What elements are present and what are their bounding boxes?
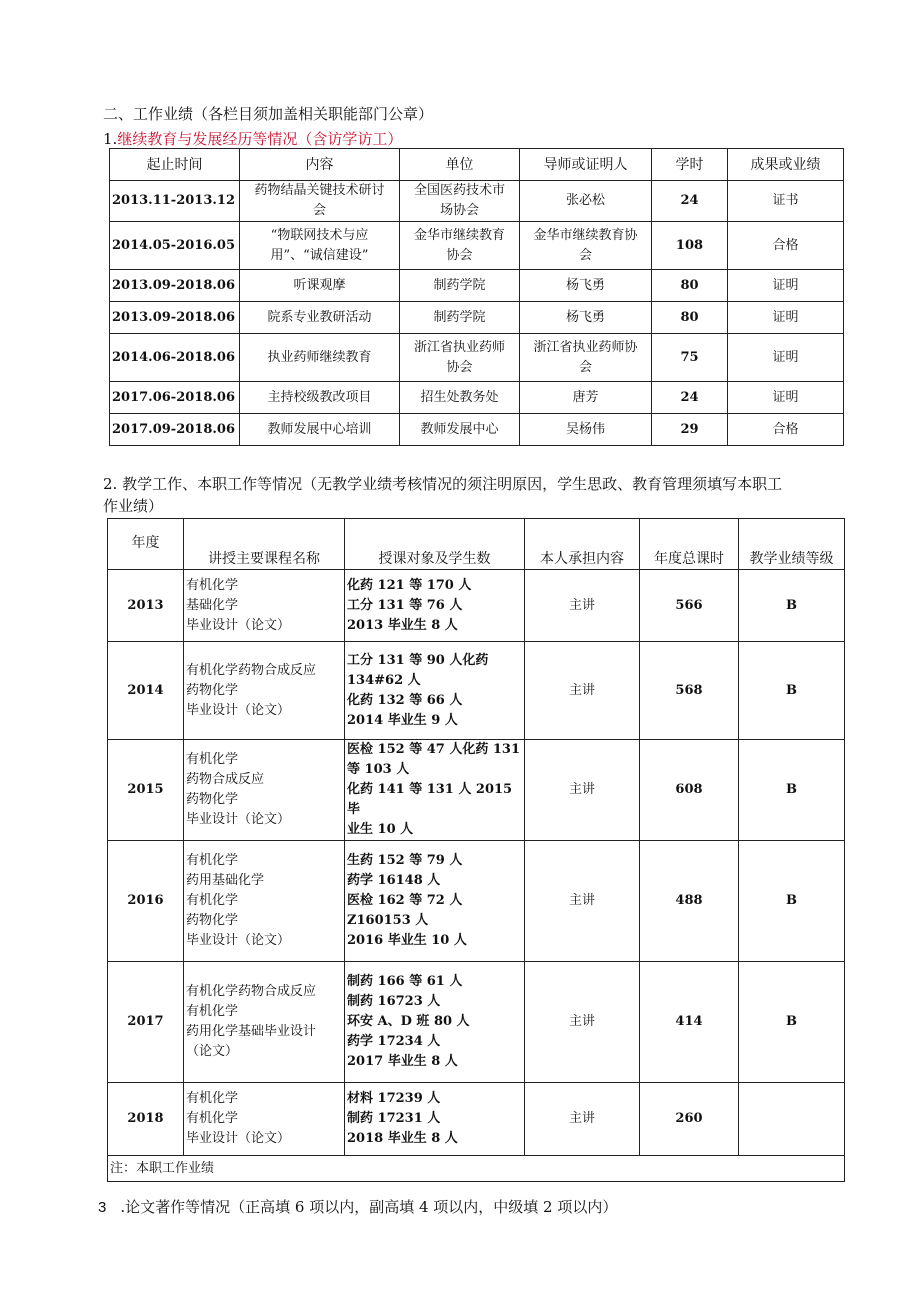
table1-mentor-line: 浙江省执业药师协 (533, 339, 638, 355)
table2-students-line: 等 103 人 (347, 762, 410, 777)
table1-mentor-line: 吴杨伟 (565, 421, 605, 437)
table2-students-line: 化药 121 等 170 人 (347, 577, 472, 593)
table1-mentor (520, 302, 652, 334)
table2-students-line: 环安 A、D 班 80 人 (347, 1014, 470, 1029)
table2-row (108, 570, 845, 642)
table1-header-content: 内容 (240, 149, 400, 181)
teaching-work-table (107, 518, 845, 1182)
table1-period: 2014.06-2018.06 (110, 334, 240, 382)
table1-unit (400, 334, 520, 382)
table2-courses-line: 有机化学 (186, 577, 239, 593)
table1-content-line: 用”、“诚信建设” (270, 247, 369, 263)
table1-period: 2017.06-2018.06 (110, 382, 240, 414)
table1-row (110, 181, 844, 222)
table1-mentor (520, 414, 652, 446)
table1-mentor-line: 金华市继续教育协 (533, 227, 638, 243)
table2-courses-line: 药物化学 (186, 682, 239, 698)
table2-note: 注：本职工作业绩 (108, 1156, 845, 1182)
subsection-3-number: 3 (98, 1199, 107, 1216)
table2-students-line: 材料 17239 人 (347, 1091, 441, 1106)
table2-students-line: 药学 16148 人 (347, 873, 441, 888)
table1-content (240, 181, 400, 222)
table2-hours: 414 (640, 962, 739, 1083)
table2-students-line: 制药 17231 人 (347, 1111, 441, 1126)
subsection-3-title (98, 1196, 617, 1217)
table1-hours: 24 (652, 181, 728, 222)
table1-unit-line: 制药学院 (433, 309, 486, 325)
table1-content-line: 执业药师继续教育 (267, 349, 372, 365)
table2-students-line: 2016 毕业生 10 人 (347, 933, 467, 948)
table2-students (345, 962, 525, 1083)
table2-year: 2017 (108, 962, 184, 1083)
table1-header-hours: 学时 (652, 149, 728, 181)
table2-courses (184, 1083, 345, 1156)
table1-mentor-line: 会 (578, 359, 592, 375)
table2-students-line: 2013 毕业生 8 人 (347, 617, 458, 633)
table2-courses (184, 642, 345, 740)
table2-courses-line: 有机化学药物合成反应 (186, 662, 317, 678)
table2-grade: B (739, 642, 845, 740)
subsection-1-text: 继续教育与发展经历等情况（含访学访工） (117, 130, 403, 148)
table1-unit-line: 全国医药技术市 (413, 183, 505, 198)
table1-content-line: 教师发展中心培训 (267, 421, 372, 437)
table1-hours: 75 (652, 334, 728, 382)
table2-students (345, 642, 525, 740)
subsection-2-line-1: 2. 教学工作、本职工作等情况（无教学业绩考核情况的须注明原因，学生思政、教育管理须填写本职工 (103, 475, 783, 493)
table2-header-grade: 教学业绩等级 (739, 519, 845, 570)
table2-year: 2018 (108, 1083, 184, 1156)
table2-role: 主讲 (525, 841, 640, 962)
table2-students-line: 生药 152 等 79 人 (347, 853, 463, 868)
table1-content-line: 听课观摩 (293, 277, 346, 293)
table2-grade: B (739, 740, 845, 841)
table2-hours: 568 (640, 642, 739, 740)
table1-content-line: 药物结晶关键技术研讨 (254, 183, 385, 198)
table1-content (240, 270, 400, 302)
table1-header-row (110, 149, 844, 181)
table2-courses-line: 有机化学 (186, 752, 239, 767)
table1-unit-line: 金华市继续教育 (413, 227, 505, 243)
table1-content-line: 主持校级教改项目 (267, 389, 372, 405)
table2-courses-line: 药用化学基础毕业设计 (186, 1024, 317, 1039)
table2-role: 主讲 (525, 1083, 640, 1156)
table1-unit (400, 302, 520, 334)
table2-courses-line: 毕业设计（论文） (186, 1131, 291, 1146)
table2-role: 主讲 (525, 570, 640, 642)
table1-mentor (520, 270, 652, 302)
table2-students-line: 工分 131 等 76 人 (347, 597, 463, 613)
table2-courses-line: 毕业设计（论文） (186, 812, 291, 827)
table1-unit (400, 382, 520, 414)
subsection-1-title (103, 128, 402, 149)
table1-mentor (520, 222, 652, 270)
section-title: 二、工作业绩（各栏目须加盖相关职能部门公章） (103, 105, 434, 123)
table2-header-year: 年度 (108, 519, 184, 570)
table2-header-role: 本人承担内容 (525, 519, 640, 570)
table1-unit (400, 222, 520, 270)
table1-unit (400, 414, 520, 446)
subsection-2-line-2: 作业绩） (103, 497, 164, 515)
table2-students-line: 制药 16723 人 (347, 994, 441, 1009)
table2-role: 主讲 (525, 642, 640, 740)
table1-period: 2013.11-2013.12 (110, 181, 240, 222)
table1-result: 证明 (728, 382, 844, 414)
table1-mentor-line: 唐芳 (572, 389, 599, 405)
table1-unit-line: 场协会 (439, 203, 479, 218)
table2-row (108, 841, 845, 962)
table1-mentor (520, 181, 652, 222)
table1-header-unit: 单位 (400, 149, 520, 181)
table2-students-line: 药学 17234 人 (347, 1034, 441, 1049)
table1-content (240, 382, 400, 414)
table2-students-line: 医检 152 等 47 人化药 131 (347, 742, 520, 757)
table2-students-line: 化药 132 等 66 人 (347, 692, 463, 708)
table2-grade: B (739, 962, 845, 1083)
table1-mentor (520, 334, 652, 382)
table1-unit-line: 浙江省执业药师 (413, 339, 505, 355)
table1-unit-line: 招生处教务处 (420, 389, 499, 405)
table1-result: 合格 (728, 414, 844, 446)
table1-header-period: 起止时间 (110, 149, 240, 181)
table2-courses (184, 841, 345, 962)
table2-note-row (108, 1156, 845, 1182)
table1-period: 2013.09-2018.06 (110, 302, 240, 334)
table2-role: 主讲 (525, 962, 640, 1083)
table1-result: 证明 (728, 302, 844, 334)
table2-courses-line: 毕业设计（论文） (186, 933, 291, 948)
table2-courses-line: 有机化学 (186, 893, 239, 908)
table1-row (110, 334, 844, 382)
table1-row (110, 302, 844, 334)
table2-students-line: 医检 162 等 72 人 (347, 893, 463, 908)
table2-header-hours: 年度总课时 (640, 519, 739, 570)
table1-unit (400, 270, 520, 302)
table2-students-line: 制药 166 等 61 人 (347, 974, 463, 989)
table2-students-line: 2014 毕业生 9 人 (347, 712, 458, 728)
table1-content (240, 414, 400, 446)
table1-hours: 80 (652, 302, 728, 334)
table2-students (345, 570, 525, 642)
table2-students-line: 工分 131 等 90 人化药 (347, 652, 489, 668)
table1-content (240, 222, 400, 270)
table2-header-students: 授课对象及学生数 (345, 519, 525, 570)
table1-hours: 108 (652, 222, 728, 270)
table1-mentor-line: 杨飞勇 (565, 309, 605, 325)
table1-period: 2017.09-2018.06 (110, 414, 240, 446)
table1-result: 证明 (728, 270, 844, 302)
table1-mentor-line: 杨飞勇 (565, 277, 605, 293)
table2-students-line: 2017 毕业生 8 人 (347, 1054, 458, 1069)
table1-result: 证明 (728, 334, 844, 382)
table1-mentor-line: 张必松 (565, 193, 605, 208)
table1-unit-line: 教师发展中心 (420, 421, 499, 437)
table2-row (108, 1083, 845, 1156)
table2-students (345, 740, 525, 841)
table1-content-line: 会 (312, 203, 326, 218)
table1-row (110, 382, 844, 414)
table2-courses-line: 有机化学 (186, 853, 239, 868)
table2-header-courses: 讲授主要课程名称 (184, 519, 345, 570)
subsection-2-title (103, 473, 782, 517)
subsection-3-text: .论文著作等情况（正高填 6 项以内，副高填 4 项以内，中级填 2 项以内） (120, 1198, 618, 1216)
table1-mentor (520, 382, 652, 414)
table2-grade: B (739, 570, 845, 642)
table1-period: 2013.09-2018.06 (110, 270, 240, 302)
table1-hours: 80 (652, 270, 728, 302)
table2-grade (739, 1083, 845, 1156)
table2-students (345, 1083, 525, 1156)
table2-row (108, 740, 845, 841)
table2-students-line: 2018 毕业生 8 人 (347, 1131, 458, 1146)
table2-courses-line: 有机化学 (186, 1004, 239, 1019)
table2-courses (184, 570, 345, 642)
table2-hours: 566 (640, 570, 739, 642)
table2-year: 2016 (108, 841, 184, 962)
table2-year: 2014 (108, 642, 184, 740)
table2-courses (184, 962, 345, 1083)
table1-mentor-line: 会 (578, 247, 592, 263)
table1-period: 2014.05-2016.05 (110, 222, 240, 270)
table2-students-line: 业生 10 人 (347, 822, 414, 837)
table1-header-mentor: 导师或证明人 (520, 149, 652, 181)
table2-year: 2015 (108, 740, 184, 841)
table2-courses-line: 药物化学 (186, 913, 239, 928)
table1-content-line: “物联网技术与应 (270, 227, 369, 243)
table2-courses (184, 740, 345, 841)
table2-row (108, 642, 845, 740)
table2-courses-line: 有机化学 (186, 1091, 239, 1106)
table2-hours: 608 (640, 740, 739, 841)
table2-courses-line: （论文） (186, 1044, 239, 1059)
table2-role: 主讲 (525, 740, 640, 841)
continuing-education-table (109, 148, 844, 446)
table1-hours: 24 (652, 382, 728, 414)
table2-students-line: 134#62 人 (347, 672, 421, 688)
table1-row (110, 270, 844, 302)
table2-students-line: 化药 141 等 131 人 2015 毕 (347, 782, 513, 817)
table1-header-result: 成果或业绩 (728, 149, 844, 181)
table1-row (110, 222, 844, 270)
table2-hours: 260 (640, 1083, 739, 1156)
table1-unit (400, 181, 520, 222)
table2-grade: B (739, 841, 845, 962)
table1-content (240, 334, 400, 382)
table2-courses-line: 药物化学 (186, 792, 239, 807)
table2-students-line: Z160153 人 (347, 913, 429, 928)
table2-header-row (108, 519, 845, 570)
table1-unit-line: 协会 (446, 247, 473, 263)
table2-students (345, 841, 525, 962)
table1-result: 证书 (728, 181, 844, 222)
table1-unit-line: 协会 (446, 359, 473, 375)
table2-courses-line: 药用基础化学 (186, 873, 265, 888)
table2-hours: 488 (640, 841, 739, 962)
table1-row (110, 414, 844, 446)
table2-courses-line: 毕业设计（论文） (186, 617, 291, 633)
table2-row (108, 962, 845, 1083)
table2-courses-line: 基础化学 (186, 597, 239, 613)
subsection-1-number: 1. (103, 130, 118, 148)
table1-unit-line: 制药学院 (433, 277, 486, 293)
table2-courses-line: 毕业设计（论文） (186, 702, 291, 718)
table1-result: 合格 (728, 222, 844, 270)
table1-content-line: 院系专业教研活动 (267, 309, 372, 325)
table2-courses-line: 药物合成反应 (186, 772, 265, 787)
table2-courses-line: 有机化学 (186, 1111, 239, 1126)
table2-courses-line: 有机化学药物合成反应 (186, 984, 317, 999)
table1-content (240, 302, 400, 334)
table2-year: 2013 (108, 570, 184, 642)
table1-hours: 29 (652, 414, 728, 446)
